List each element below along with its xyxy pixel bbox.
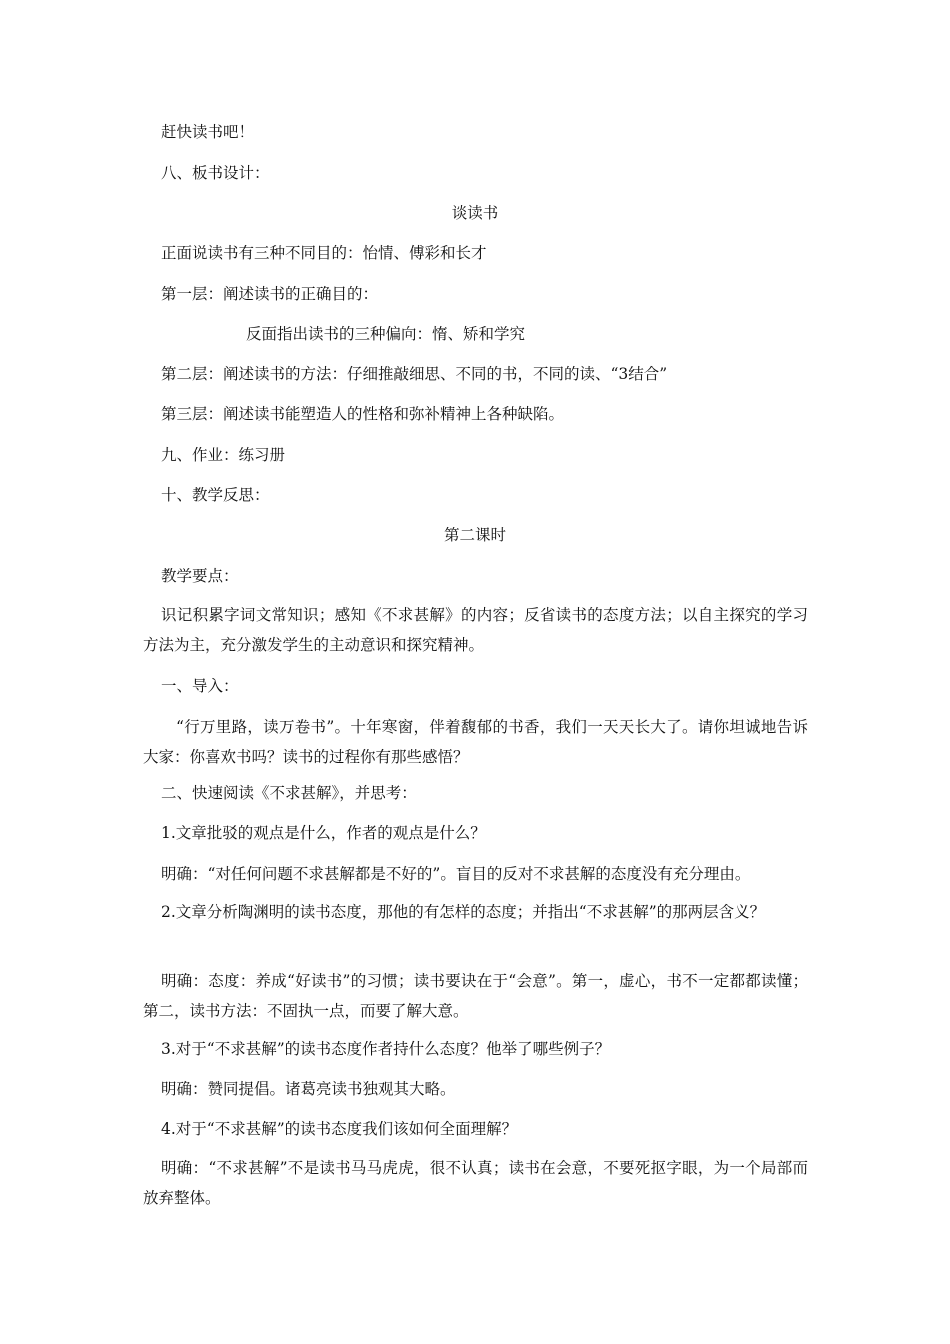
- answer-2: 明确：态度：养成“好读书”的习惯；读书要诀在于“会意”。第一，虚心，书不一定都都读懂；第二，读书方法：不固执一点，而要了解大意。: [143, 972, 808, 1020]
- section-heading-board-design: 八、板书设计：: [161, 164, 270, 182]
- text-line: 反面指出读书的三种偏向：惰、矫和学究: [246, 325, 526, 343]
- paragraph: 识记积累字词文常知识；感知《不求甚解》的内容；反省读书的态度方法；以自主探究的学习方法为主，充分激发学生的主动意识和探究精神。: [143, 606, 808, 654]
- section-heading-homework: 九、作业：练习册: [161, 446, 286, 464]
- question-3: 3.对于“不求甚解”的读书态度作者持什么态度？他举了哪些例子？: [161, 1040, 611, 1058]
- text-line: 第一层：阐述读书的正确目的：: [161, 285, 379, 303]
- section-heading-reflection: 十、教学反思：: [161, 486, 270, 504]
- section-heading-reading: 二、快速阅读《不求甚解》，并思考：: [161, 784, 417, 802]
- text-line: 第二层：阐述读书的方法：仔细推敲细思、不同的书，不同的读、“3结合”: [161, 365, 668, 383]
- question-4: 4.对于“不求甚解”的读书态度我们该如何全面理解？: [161, 1120, 518, 1138]
- answer-1: 明确：“对任何问题不求甚解都是不好的”。盲目的反对不求甚解的态度没有充分理由。: [161, 865, 751, 883]
- text-line: 第三层：阐述读书能塑造人的性格和弥补精神上各种缺陷。: [161, 405, 565, 423]
- question-1: 1.文章批驳的观点是什么，作者的观点是什么？: [161, 824, 486, 842]
- answer-4: 明确：“不求甚解”不是读书马马虎虎，很不认真；读书在会意，不要死抠字眼，为一个局部而放弃整体。: [143, 1159, 808, 1207]
- answer-3: 明确：赞同提倡。诸葛亮读书独观其大略。: [161, 1080, 456, 1098]
- question-2: 2.文章分析陶渊明的读书态度，那他的有怎样的态度；并指出“不求甚解”的那两层含义？: [161, 903, 766, 921]
- section-heading-key-points: 教学要点：: [161, 567, 239, 585]
- board-title: 谈读书: [451, 204, 499, 222]
- section-heading-intro: 一、导入：: [161, 677, 239, 695]
- text-line: 正面说读书有三种不同目的：怡情、傅彩和长才: [161, 244, 487, 262]
- lesson-title: 第二课时: [443, 526, 506, 544]
- paragraph: “行万里路，读万卷书”。十年寒窗，伴着馥郁的书香，我们一天天长大了。请你坦诚地告诉大家：你喜欢书吗？读书的过程你有那些感悟？: [143, 718, 808, 766]
- text-line: 赶快读书吧！: [161, 123, 255, 141]
